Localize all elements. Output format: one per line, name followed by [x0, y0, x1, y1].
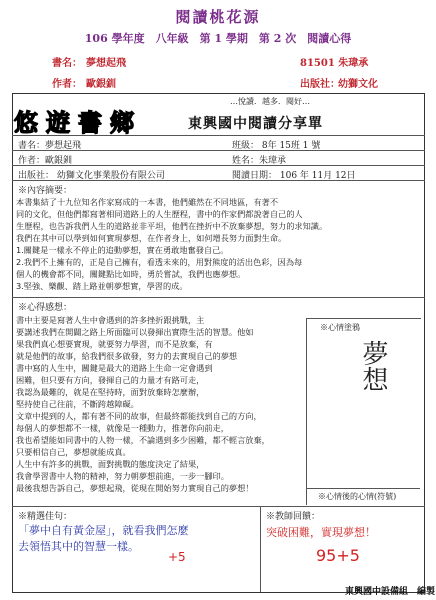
content-summary-label: ※內容摘要： [18, 186, 73, 196]
feeling-line: 人生中有許多的挑戰，面對挑戰的態度決定了結果， [16, 459, 205, 469]
sheet-class-field: 班級： 8年 15班 1 號 [232, 141, 321, 151]
score: 95+5 [316, 546, 360, 565]
sheet-slogan: …悅讀．越多．閱好… [230, 97, 310, 106]
mood-after-label: ※心情後的心情(符號) [318, 492, 397, 501]
student-id-name: 81501 朱瑋承 [300, 58, 369, 69]
feeling-line: 書中主要是寫著人生中會遇到的許多挫折跟挑戰，主 [16, 315, 205, 325]
content-line: 本書集結了十九位知名作家寫成的一本書，他們雖然在不同地區，有著不 [16, 197, 279, 207]
sheet-logo: 悠遊書鄉 [14, 108, 142, 137]
feeling-line: 書中寫的人生中，關鍵是最大的道路上生命一定會遇到 [16, 363, 213, 373]
sheet-publisher-field: 出版社： 幼獅文化事業股份有限公司 [18, 171, 165, 181]
mood-doodle-label: ※心情塗鴉 [320, 323, 360, 332]
feeling-line: 困難，但只要有方向，發揮自己的力量才有路可走， [16, 375, 205, 385]
feeling-line: 每個人的夢想都不一樣，就像是一種動力，推著你向前走， [16, 423, 229, 433]
author-name: 歐銀釧 [86, 79, 116, 90]
feelings-label: ※心得感想： [18, 303, 73, 313]
divider [12, 165, 425, 166]
teacher-comment: 突破困難，實現夢想！ [266, 526, 376, 539]
divider [306, 488, 420, 489]
book-title: 夢想起飛 [86, 58, 126, 69]
feeling-line: 最後我想告訴自己，夢想起飛，從現在開始努力實現自己的夢想！ [16, 483, 254, 493]
content-line: 同的文化，但他們都寫著相同道路上的人生歷程，書中的作家們都說著自己的人 [16, 209, 303, 219]
quote-label: ※精選佳句： [18, 512, 73, 522]
content-line: 個人的機會都不同，關鍵點比如時，勇於嘗試，我們也應夢想。 [16, 269, 246, 279]
sheet-title: 東興國中閱讀分享單 [188, 116, 323, 132]
book-label: 書名： [52, 58, 82, 69]
divider [12, 506, 425, 507]
sheet-author-field: 作者：歐銀釧 [18, 156, 73, 166]
publisher-label: 出版社： [300, 79, 340, 90]
page-title: 閱讀桃花源 [175, 8, 261, 26]
content-summary [16, 196, 421, 292]
plus-mark: +5 [168, 550, 186, 564]
quote-text-line2: 去領悟其中的智慧一樣。 [18, 540, 139, 553]
feeling-line: 我也希望能如同書中的人物一樣，不論遇到多少困難，都不輕言放棄， [16, 435, 270, 445]
feeling-line: 堅持使自己往前，不斷跨越障礙。 [16, 399, 139, 409]
divider [12, 297, 425, 298]
author-label: 作者： [52, 79, 82, 90]
feeling-line: 果我們真心想要實現，就要努力學習，而不是放棄，有 [16, 339, 213, 349]
publisher-name: 幼獅文化 [338, 79, 378, 90]
content-line: 1.關鍵是一樣永不停止的追動夢想，實在勇敢地奮發自己。 [16, 245, 229, 255]
content-line: 生歷程，也告訴我們人生的道路並非平坦，他們在挫折中不放棄夢想，努力的求知識。 [16, 221, 328, 231]
sheet-name-field: 姓名：朱瑋承 [232, 156, 287, 166]
divider [260, 506, 261, 592]
content-line: 我們在其中可以學到如何實現夢想，在作者身上，如何增長努力面對生命。 [16, 233, 287, 243]
feelings-text [16, 314, 306, 494]
content-line: 2.我們不上擁有的，正是自己擁有，看透未來的，用對熊度的活出色彩，因為每 [16, 257, 303, 267]
divider [12, 150, 425, 151]
feeling-line: 只要相信自己，夢想就能成真。 [16, 447, 131, 457]
quote-text-line1: 「夢中自有黃金屋」，就看我們怎麼 [18, 524, 189, 537]
sheet-book-field: 書名：夢想起飛 [18, 141, 82, 151]
sheet-date-field: 閱讀日期： 106 年 11月 12日 [232, 171, 356, 181]
feeling-line: 文章中提到的人，都有著不同的故事，但最終都能找到自己的方向， [16, 411, 262, 421]
semester-meta: 106 學年度 八年級 第 1 學期 第 2 次 閱讀心得 [84, 32, 352, 45]
feeling-line: 我會學習書中人物的精神，努力朝夢想前進，一步一腳印。 [16, 471, 229, 481]
divider [12, 180, 425, 181]
feeling-line: 要講述我們在開闢之路上所面臨可以發揮出實際生活的智慧。他如 [16, 327, 254, 337]
feeling-line: 就是他們的故事，給我們很多啟發，努力的去實現自己的夢想 [16, 351, 238, 361]
mood-doodle-drawing: 夢想 [358, 340, 388, 392]
divider [12, 135, 425, 136]
content-line: 3.堅強、樂觀、踏上路並朝夢想實，學習的成。 [16, 281, 188, 291]
feeling-line: 我認為最難的，就是在堅持時，面對放棄時怎麼辦， [16, 387, 205, 397]
footer-credit: 東興國中設備組 編製 [345, 587, 436, 597]
teacher-feedback-label: ※教師回饋： [266, 512, 321, 522]
